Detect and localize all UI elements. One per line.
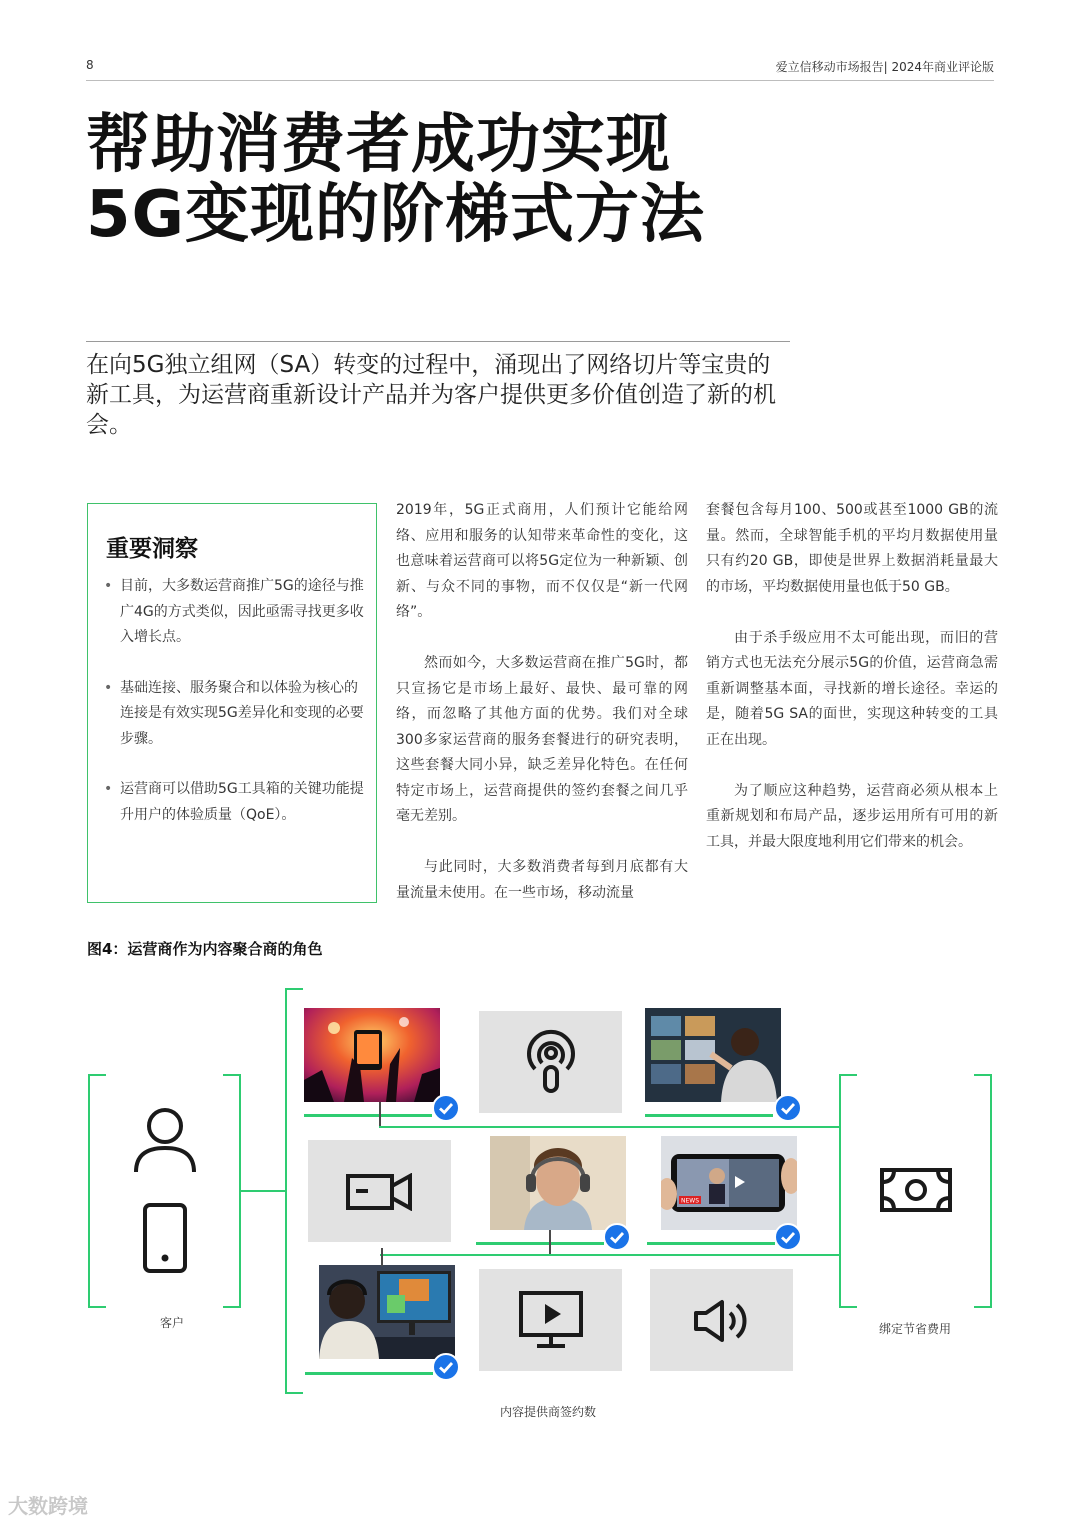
money-icon: [880, 1168, 952, 1212]
insight-item: • 目前，大多数运营商推广5G的途径与推广4G的方式类似，因此亟需寻找更多收入增长点。: [102, 574, 364, 651]
customer-bracket-right: [223, 1074, 241, 1308]
figure-diagram: [0, 980, 1080, 1430]
row3-green-line: [305, 1372, 433, 1375]
tv-play-icon: [519, 1291, 583, 1349]
key-insights-box: [87, 503, 377, 903]
insight-item: • 基础连接、服务聚合和以体验为核心的连接是有效实现5G差异化和变现的必要步骤。: [102, 676, 364, 753]
savings-bracket-right: [974, 1074, 992, 1308]
bundle-savings-label: 绑定节省费用: [879, 1322, 952, 1336]
page-title-line-1: 帮助消费者成功实现: [86, 108, 671, 182]
content-providers-label: 内容提供商签约数: [500, 1405, 597, 1419]
person-icon: [132, 1106, 198, 1174]
row1-green-line: [304, 1114, 432, 1117]
streaming-photo: [645, 1008, 781, 1110]
customer-label: 客户: [160, 1316, 185, 1330]
smartphone-icon: [142, 1202, 188, 1274]
row1-green-line: [645, 1114, 773, 1117]
video-camera-icon: [346, 1173, 414, 1211]
body-paragraph: 为了顺应这种趋势，运营商必须从根本上重新规划和布局产品，逐步运用所有可用的新工具，并最大限度地利用它们带来的机会。: [706, 782, 998, 850]
video-camera-tile: [308, 1140, 451, 1242]
speaker-volume-icon: [692, 1299, 752, 1343]
content-bracket: [285, 988, 303, 1394]
running-title: 爱立信移动市场报告| 2024年商业评论版: [775, 60, 994, 74]
checkmark-icon: [432, 1094, 460, 1122]
checkmark-icon: [432, 1353, 460, 1381]
key-insights-list: [102, 574, 364, 853]
watermark-text: 大数跨境: [8, 1494, 88, 1518]
row1-dark-line: [379, 1102, 381, 1127]
podcast-icon: [523, 1029, 579, 1095]
key-insights-title: 重要洞察: [106, 536, 198, 562]
body-paragraph: 2019年，5G正式商用，人们预计它能给网络、应用和服务的认知带来革命性的变化，这也意味着运营商可以将5G定位为一种新颖、创新、与众不同的事物，而不仅仅是“新一代网络”。: [396, 502, 688, 620]
body-column-2: [396, 498, 688, 932]
checkmark-icon: [774, 1223, 802, 1251]
checkmark-icon: [603, 1223, 631, 1251]
gaming-photo: [319, 1265, 455, 1367]
page-title-line-2: 5G变现的阶梯式方法: [86, 178, 706, 252]
audio-tile: [650, 1269, 793, 1371]
lead-divider: [86, 341, 790, 342]
customer-bracket-left: [88, 1074, 106, 1308]
header-divider: [86, 80, 994, 81]
checkmark-icon: [774, 1094, 802, 1122]
body-paragraph: 套餐包含每月100、500或甚至1000 GB的流量。然而，全球智能手机的平均月数据使用量只有约20 GB，即使是世界上数据消耗量最大的市场，平均数据使用量也低于50 GB。: [706, 502, 998, 595]
row2-dark-line: [549, 1230, 551, 1255]
tv-play-tile: [479, 1269, 622, 1371]
podcast-tile: [479, 1011, 622, 1113]
body-column-3: [706, 498, 998, 881]
lead-paragraph: 在向5G独立组网（SA）转变的过程中，涌现出了网络切片等宝贵的新工具，为运营商重新设计产品并为客户提供更多价值创造了新的机会。: [86, 352, 776, 438]
figure-title: 图4：运营商作为内容聚合商的角色: [87, 940, 323, 958]
insight-item: • 运营商可以借助5G工具箱的关键功能提升用户的体验质量（QoE）。: [102, 777, 364, 828]
row2-green-line: [476, 1242, 604, 1245]
body-paragraph: 与此同时，大多数消费者每到月底都有大量流量未使用。在一些市场，移动流量: [396, 859, 688, 901]
concert-photo: [304, 1008, 440, 1110]
body-paragraph: 然而如今，大多数运营商在推广5G时，都只宣扬它是市场上最好、最快、最可靠的网络，而忽略了其他方面的优势。我们对全球300多家运营商的服务套餐进行的研究表明，这些套餐大同小异，缺乏差异化特色。在任何特定市场上，运营商提供的签约套餐之间几乎毫无差别。: [396, 655, 688, 824]
row2-green-line: [647, 1242, 775, 1245]
row2-link-line: [380, 1254, 840, 1256]
news-tag: NEWS: [680, 1197, 700, 1205]
body-paragraph: 由于杀手级应用不太可能出现，而旧的营销方式也无法充分展示5G的价值，运营商急需重新调整基本面，寻找新的增长途径。幸运的是，随着5G SA的面世，实现这种转变的工具正在出现。: [706, 629, 998, 748]
page-number: 8: [86, 58, 94, 72]
connector-line: [241, 1190, 287, 1192]
row1-link-line: [379, 1126, 840, 1128]
savings-bracket-left: [839, 1074, 857, 1308]
page-title: [86, 110, 986, 250]
row3-dark-line: [381, 1248, 383, 1266]
